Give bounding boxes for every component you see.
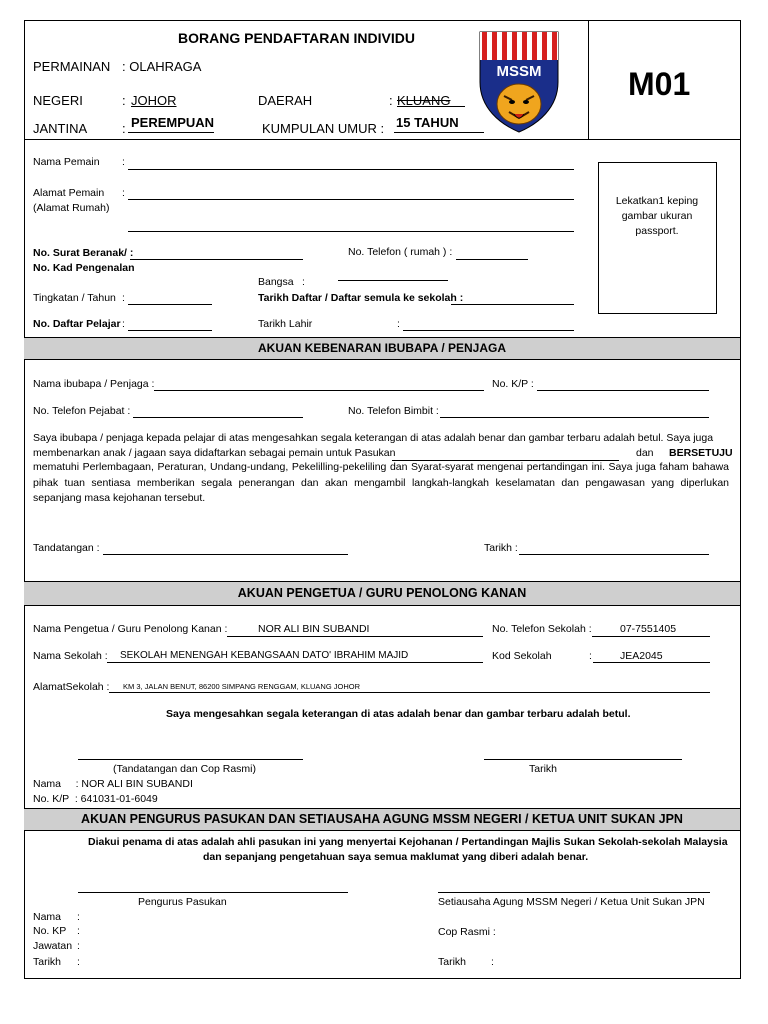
committee-nama-label: Nama [33, 911, 62, 923]
committee-nama-colon: : [77, 911, 80, 923]
alamat-sekolah-value: KM 3, JALAN BENUT, 86200 SIMPANG RENGGAM, KLUANG JOHOR [123, 682, 361, 691]
alamat-pemain-field-1[interactable] [128, 187, 574, 200]
committee-kp-colon: : [77, 925, 80, 937]
principal-sign-line [78, 759, 303, 760]
daftar-pelajar-field[interactable] [128, 318, 212, 331]
principal-nama-line: Nama : NOR ALI BIN SUBANDI [33, 778, 193, 790]
photo-instruction: Lekatkan1 keping gambar ukuran passport. [615, 195, 699, 237]
principal-kp-line: No. K/P : 641031-01-6049 [33, 793, 158, 805]
daerah-label: DAERAH [258, 93, 313, 108]
mssm-shield-logo [476, 30, 562, 134]
committee-jawatan-colon: : [77, 940, 80, 952]
pengetua-nama-label: Nama Pengetua / Guru Penolong Kanan : [33, 623, 228, 635]
jantina-line [128, 132, 214, 133]
nama-pemain-label: Nama Pemain [33, 156, 100, 168]
logo-text: MSSM [496, 63, 542, 80]
bangsa-field[interactable] [338, 268, 448, 281]
telefon-sekolah-value: 07-7551405 [620, 623, 677, 635]
permainan-label: PERMAINAN [33, 59, 111, 74]
header-divider [588, 20, 589, 139]
surat-beranak-label: No. Surat Beranak/ : [33, 247, 134, 259]
parent-tarikh-field[interactable] [519, 542, 709, 555]
pengurus-sign-line [78, 892, 348, 893]
parent-section-header: AKUAN KEBENARAN IBUBAPA / PENJAGA [24, 337, 740, 360]
telefon-pejabat-label: No. Telefon Pejabat : [33, 405, 131, 417]
nama-sekolah-value: SEKOLAH MENENGAH KEBANGSAAN DATO' IBRAHIM MAJID [120, 650, 409, 661]
bangsa-label: Bangsa [258, 276, 294, 288]
committee-section-header: AKUAN PENGURUS PASUKAN DAN SETIAUSAHA AGUNG MSSM NEGERI / KETUA UNIT SUKAN JPN [24, 808, 740, 831]
parent-para-line2a: membenarkan anak / jagaan saya didaftarkan sebagai pemain untuk Pasukan [33, 447, 396, 459]
daerah-line [397, 106, 465, 107]
tandatangan-field[interactable] [103, 542, 348, 555]
telefon-bimbit-label: No. Telefon Bimbit : [348, 405, 439, 417]
bangsa-colon: : [302, 276, 305, 288]
committee-tarikh-colon: : [77, 956, 80, 968]
parent-tarikh-label: Tarikh : [484, 542, 518, 554]
committee-jawatan-label: Jawatan [33, 940, 73, 952]
umur-value: 15 TAHUN [396, 115, 459, 130]
setiausaha-caption: Setiausaha Agung MSSM Negeri / Ketua Unit Sukan JPN [438, 896, 705, 908]
telefon-sekolah-line [592, 636, 710, 637]
committee-tarikh-label: Tarikh [33, 956, 62, 968]
alamat-pemain-colon: : [122, 187, 125, 199]
kp-ibubapa-field[interactable] [537, 378, 709, 391]
kad-pengenalan-label: No. Kad Pengenalan [33, 262, 135, 274]
tarikh-daftar-label: Tarikh Daftar / Daftar semula ke sekolah : [258, 292, 464, 304]
committee-decl-line2: dan sepanjang pengetahuan saya semua maklumat yang diberi adalah benar. [203, 851, 589, 863]
telefon-sekolah-label: No. Telefon Sekolah : [492, 623, 592, 635]
pengetua-nama-value: NOR ALI BIN SUBANDI [258, 623, 370, 635]
tarikh-lahir-colon: : [397, 318, 400, 330]
principal-section-header: AKUAN PENGETUA / GURU PENOLONG KANAN [24, 581, 740, 606]
nama-pemain-field[interactable] [128, 157, 574, 170]
tingkatan-colon: : [122, 292, 125, 304]
telefon-bimbit-field[interactable] [440, 405, 709, 418]
daftar-pelajar-colon: : [122, 318, 125, 330]
telefon-rumah-field[interactable] [456, 247, 528, 260]
negeri-label: NEGERI [33, 93, 83, 108]
kod-sekolah-colon: : [589, 650, 592, 662]
alamat-pemain-sub: (Alamat Rumah) [33, 202, 110, 214]
telefon-rumah-label: No. Telefon ( rumah ) : [348, 246, 453, 258]
committee-decl-line1: Diakui penama di atas adalah ahli pasukan ini yang menyertai Kejohanan / Pertandingan Majlis Sukan Sekolah-sekolah Malaysia [88, 836, 728, 848]
principal-date-caption: Tarikh [529, 763, 558, 775]
tarikh-lahir-field[interactable] [403, 318, 574, 331]
permainan-value: : OLAHRAGA [122, 59, 202, 74]
alamat-sekolah-label: AlamatSekolah : [33, 681, 110, 693]
umur-line [394, 132, 484, 133]
alamat-pemain-field-2[interactable] [128, 219, 574, 232]
daerah-colon: : [389, 93, 393, 108]
committee-tarikh-right-colon: : [491, 956, 494, 968]
parent-para-rest: mematuhi Perlembagaan, Peraturan, Undang-undang, Pekelilling-pekeliling dan Syarat-syarat mengenai pertandingan ini. Saya juga faham bahawa pihak tuan sentiasa memberikan segala penerangan dan akan mengambil langkah-langkah keselamatan dan pengawasan yang diperlukan sepanjang masa kejohanan tersebut. [33, 461, 729, 504]
principal-declaration: Saya mengesahkan segala keterangan di atas adalah benar dan gambar terbaru adalah betul. [166, 708, 631, 720]
nama-ibubapa-label: Nama ibubapa / Penjaga : [33, 378, 155, 390]
surat-beranak-field[interactable] [130, 247, 303, 260]
jantina-value: PEREMPUAN [131, 115, 215, 130]
tandatangan-label: Tandatangan : [33, 542, 100, 554]
kod-sekolah-label: Kod Sekolah [492, 650, 552, 662]
pengetua-nama-line [227, 636, 483, 637]
nama-ibubapa-field[interactable] [154, 378, 484, 391]
nama-pemain-colon: : [122, 156, 125, 168]
committee-kp-label: No. KP [33, 925, 67, 937]
form-code: M01 [628, 66, 691, 102]
setiausaha-sign-line [438, 892, 710, 893]
tingkatan-field[interactable] [128, 292, 212, 305]
negeri-colon: : [122, 93, 126, 108]
cop-rasmi-label: Cop Rasmi : [438, 926, 496, 938]
alamat-pemain-label: Alamat Pemain [33, 187, 105, 199]
parent-para-bersetuju: BERSETUJU [669, 447, 733, 459]
nama-sekolah-line [107, 662, 483, 663]
principal-sign-caption: (Tandatangan dan Cop Rasmi) [113, 763, 257, 775]
pengurus-caption: Pengurus Pasukan [138, 896, 227, 908]
tingkatan-label: Tingkatan / Tahun [33, 292, 116, 304]
umur-label: KUMPULAN UMUR : [262, 121, 385, 136]
tarikh-lahir-label: Tarikh Lahir [258, 318, 313, 330]
jantina-label: JANTINA [33, 121, 88, 136]
principal-date-line [484, 759, 682, 760]
form-title: BORANG PENDAFTARAN INDIVIDU [178, 30, 415, 46]
telefon-pejabat-field[interactable] [133, 405, 303, 418]
tarikh-daftar-field[interactable] [451, 292, 574, 305]
negeri-value: JOHOR [131, 93, 177, 108]
daerah-value: KLUANG [397, 93, 451, 108]
jantina-colon: : [122, 121, 126, 136]
header-bottom-rule [24, 139, 740, 140]
nama-sekolah-label: Nama Sekolah : [33, 650, 108, 662]
alamat-sekolah-line [109, 692, 710, 693]
committee-tarikh-right-label: Tarikh [438, 956, 467, 968]
daftar-pelajar-label: No. Daftar Pelajar [33, 318, 121, 330]
parent-para-line2b: dan [636, 447, 654, 459]
parent-para-line1: Saya ibubapa / penjaga kepada pelajar di atas mengesahkan segala keterangan di atas adalah benar dan gambar terbaru adalah betul. Saya juga [33, 432, 714, 444]
kod-sekolah-value: JEA2045 [620, 650, 663, 662]
kp-ibubapa-label: No. K/P : [492, 378, 534, 390]
kod-sekolah-line [593, 662, 710, 663]
